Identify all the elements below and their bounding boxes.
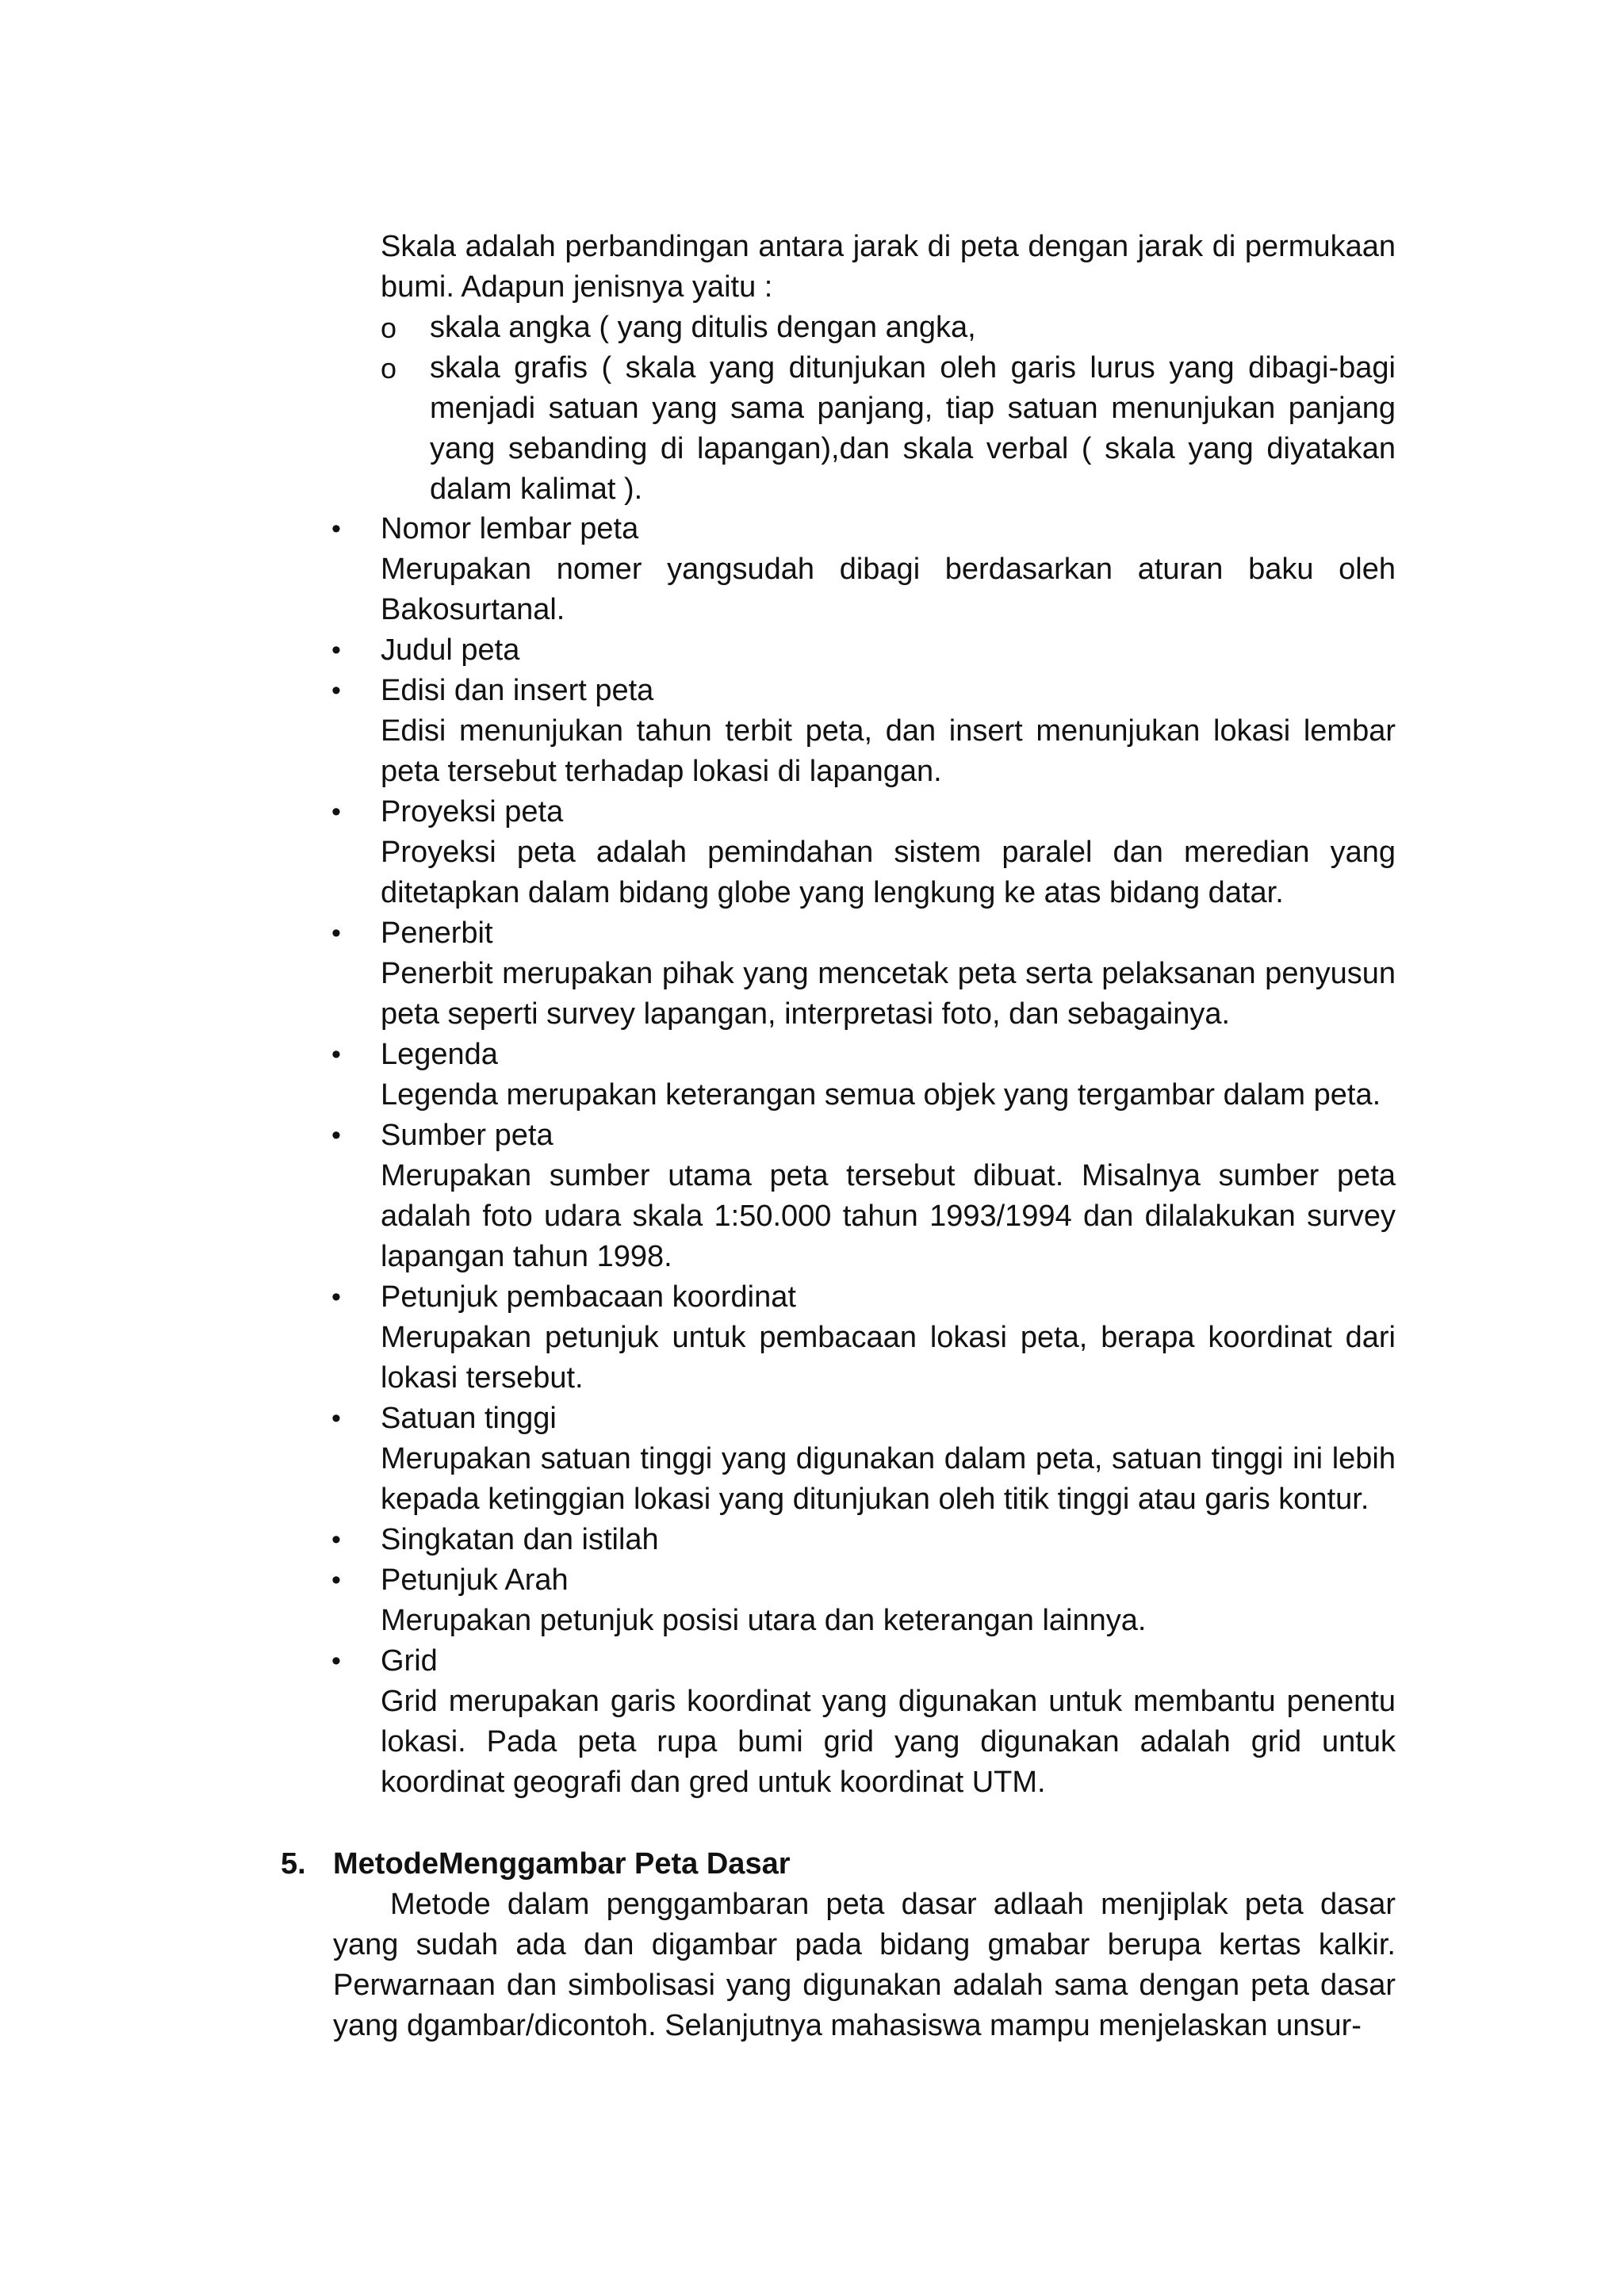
item-title: Legenda xyxy=(381,1038,498,1071)
bullet-icon: • xyxy=(331,1282,341,1312)
item-description: Merupakan petunjuk posisi utara dan keterangan lainnya. xyxy=(381,1604,1147,1637)
list-item xyxy=(328,509,1396,630)
item-title: Grid xyxy=(381,1644,438,1678)
bullet-icon: • xyxy=(331,1646,341,1676)
list-item xyxy=(328,1520,1396,1560)
section-title: MetodeMenggambar Peta Dasar xyxy=(333,1847,791,1881)
circle-bullet-icon: o xyxy=(381,312,397,344)
bullet-icon: • xyxy=(331,635,341,665)
bullet-icon: • xyxy=(331,514,341,544)
item-description: Merupakan petunjuk untuk pembacaan lokasi peta, berapa koordinat dari lokasi tersebut. xyxy=(381,1321,1396,1395)
bullet-icon: • xyxy=(331,675,341,706)
item-title: Edisi dan insert peta xyxy=(381,674,654,707)
list-item xyxy=(328,1277,1396,1399)
list-item xyxy=(328,1035,1396,1115)
item-description: Merupakan sumber utama peta tersebut dibuat. Misalnya sumber peta adalah foto udara skala 1:50.000 tahun 1993/1994 dan dilalakukan survey lapangan tahun 1998. xyxy=(381,1159,1396,1273)
item-title: Proyeksi peta xyxy=(381,795,564,828)
item-description: Penerbit merupakan pihak yang mencetak peta serta pelaksanan penyusun peta seperti survey lapangan, interpretasi foto, dan sebagainya. xyxy=(381,957,1396,1031)
list-item xyxy=(328,792,1396,913)
item-title: Satuan tinggi xyxy=(381,1402,557,1435)
list-item xyxy=(381,308,1396,348)
item-description: Edisi menunjukan tahun terbit peta, dan insert menunjukan lokasi lembar peta tersebut terhadap lokasi di lapangan. xyxy=(381,714,1396,788)
list-item xyxy=(328,1399,1396,1520)
item-title: Petunjuk Arah xyxy=(381,1563,569,1597)
item-title: Nomor lembar peta xyxy=(381,512,639,545)
item-description: Legenda merupakan keterangan semua objek yang tergambar dalam peta. xyxy=(381,1078,1381,1112)
list-item xyxy=(381,348,1396,510)
section-5 xyxy=(281,1844,1396,2046)
section-heading xyxy=(281,1844,1396,1885)
bullet-icon: • xyxy=(331,918,341,948)
item-description: Merupakan nomer yangsudah dibagi berdasarkan aturan baku oleh Bakosurtanal. xyxy=(381,553,1396,626)
bullet-icon: • xyxy=(331,797,341,827)
map-elements-list xyxy=(328,509,1396,1803)
item-title: Singkatan dan istilah xyxy=(381,1523,659,1556)
list-item xyxy=(328,1641,1396,1803)
list-item xyxy=(328,913,1396,1035)
item-description: Grid merupakan garis koordinat yang digunakan untuk membantu penentu lokasi. Pada peta rupa bumi grid yang digunakan adalah grid untuk koordinat geografi dan gred untuk koordinat UTM. xyxy=(381,1685,1396,1799)
item-title: Petunjuk pembacaan koordinat xyxy=(381,1280,796,1314)
item-description: Proyeksi peta adalah pemindahan sistem paralel dan meredian yang ditetapkan dalam bidang globe yang lengkung ke atas bidang datar. xyxy=(381,836,1396,909)
bullet-icon: • xyxy=(331,1039,341,1070)
list-item xyxy=(328,630,1396,671)
item-title: Penerbit xyxy=(381,916,493,950)
bullet-icon: • xyxy=(331,1403,341,1433)
bullet-icon: • xyxy=(331,1565,341,1595)
section-number: 5. xyxy=(281,1847,306,1881)
scale-types-list xyxy=(381,308,1396,510)
list-item-text: skala grafis ( skala yang ditunjukan oleh garis lurus yang dibagi-bagi menjadi satuan yang sama panjang, tiap satuan menunjukan panjang yang sebanding di lapangan),dan skala verbal ( skala yang diyatakan dalam kalimat ). xyxy=(430,351,1396,506)
section-body-paragraph: Metode dalam penggambaran peta dasar adlaah menjiplak peta dasar yang sudah ada dan digambar pada bidang gmabar berupa kertas kalkir. Perwarnaan dan simbolisasi yang digunakan adalah sama dengan peta dasar yang dgambar/dicontoh. Selanjutnya mahasiswa mampu menjelaskan unsur- xyxy=(333,1888,1396,2042)
list-item xyxy=(328,1560,1396,1641)
list-item xyxy=(328,671,1396,792)
item-title: Judul peta xyxy=(381,633,520,667)
bullet-icon: • xyxy=(331,1120,341,1150)
circle-bullet-icon: o xyxy=(381,352,397,385)
scale-intro-paragraph: Skala adalah perbandingan antara jarak di peta dengan jarak di permukaan bumi. Adapun jenisnya yaitu : xyxy=(381,230,1396,304)
item-description: Merupakan satuan tinggi yang digunakan dalam peta, satuan tinggi ini lebih kepada ketinggian lokasi yang ditunjukan oleh titik tinggi atau garis kontur. xyxy=(381,1442,1396,1516)
item-title: Sumber peta xyxy=(381,1119,553,1152)
list-item-text: skala angka ( yang ditulis dengan angka, xyxy=(430,311,976,344)
list-item xyxy=(328,1115,1396,1277)
bullet-icon: • xyxy=(331,1525,341,1555)
